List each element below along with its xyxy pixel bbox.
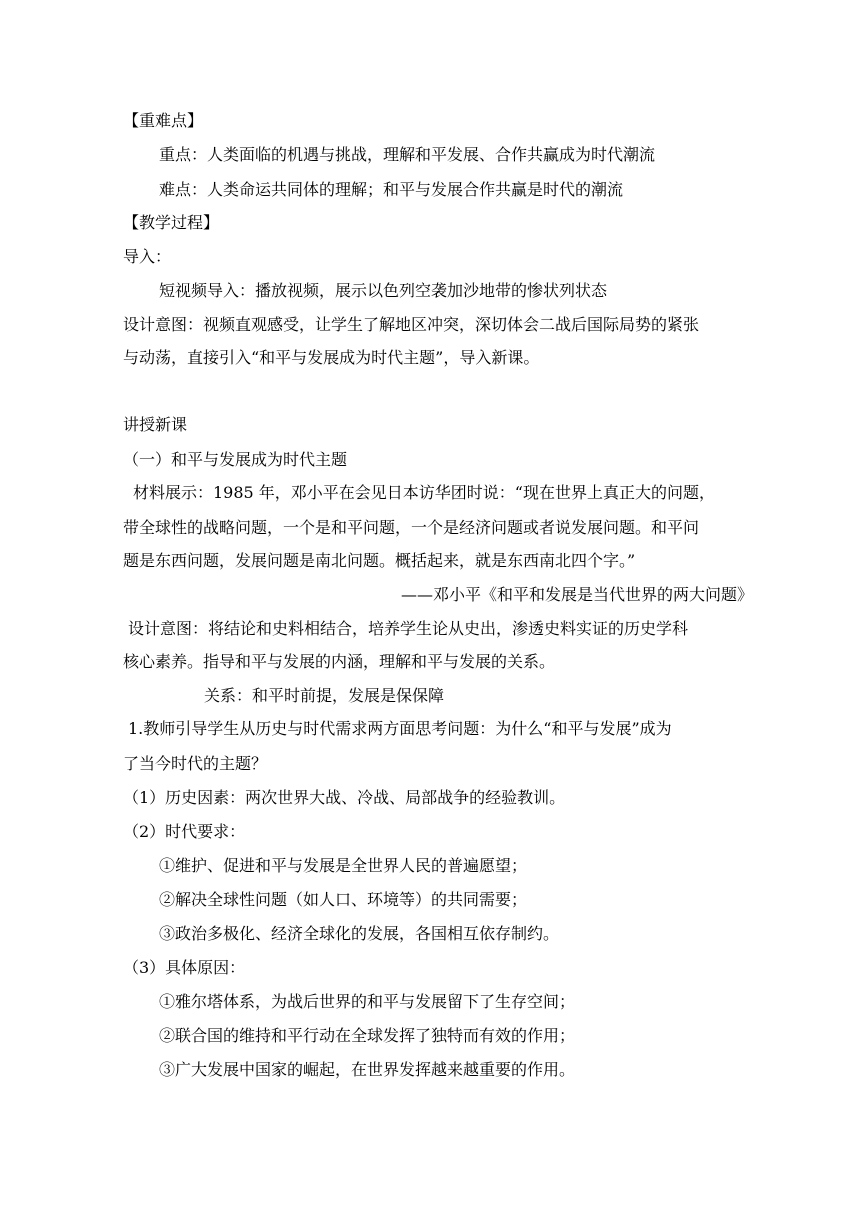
design-intent-line: 与动荡，直接引入“和平与发展成为时代主题”，导入新课。	[123, 348, 540, 367]
list-item: ①雅尔塔体系，为战后世界的和平与发展留下了生存空间；	[159, 992, 576, 1011]
question-line: 1.教师引导学生从历史与时代需求两方面思考问题：为什么“和平与发展”成为	[128, 719, 672, 738]
intro-text: 短视频导入：播放视频，展示以色列空袭加沙地带的惨状列状态	[159, 281, 608, 300]
specific-reasons-label: （3）具体原因：	[123, 958, 246, 977]
relation-text: 关系：和平时前提，发展是保保障	[204, 686, 445, 705]
intro-label: 导入：	[123, 247, 172, 266]
list-item: ②联合国的维持和平行动在全球发挥了独特而有效的作用；	[159, 1026, 576, 1045]
question-line: 了当今时代的主题？	[123, 754, 268, 773]
key-point-text: 重点：人类面临的机遇与挑战，理解和平发展、合作共赢成为时代潮流	[159, 145, 656, 164]
design-intent-line: 核心素养。指导和平与发展的内涵，理解和平与发展的关系。	[123, 652, 556, 671]
list-item: ③政治多极化、经济全球化的发展，各国相互依存制约。	[159, 924, 560, 943]
material-line: 材料展示：1985 年，邓小平在会见日本访华团时说：“现在世界上真正大的问题，	[133, 483, 715, 502]
list-item: ②解决全球性问题（如人口、环境等）的共同需要；	[159, 890, 528, 909]
list-item: ③广大发展中国家的崛起，在世界发挥越来越重要的作用。	[159, 1060, 576, 1079]
new-lesson-heading: 讲授新课	[123, 415, 188, 434]
key-points-heading: 【重难点】	[123, 111, 204, 130]
difficult-point-text: 难点：人类命运共同体的理解；和平与发展合作共赢是时代的潮流	[159, 180, 624, 199]
history-factor: （1）历史因素：两次世界大战、冷战、局部战争的经验教训。	[123, 788, 566, 807]
material-line: 题是东西问题，发展问题是南北问题。概括起来，就是东西南北四个字。”	[123, 551, 636, 570]
era-requirement-label: （2）时代要求：	[123, 822, 246, 841]
material-attribution: ——邓小平《和平和发展是当代世界的两大问题》	[400, 585, 753, 604]
section-title: （一）和平与发展成为时代主题	[123, 450, 348, 469]
list-item: ①维护、促进和平与发展是全世界人民的普遍愿望；	[159, 856, 528, 875]
material-line: 带全球性的战略问题，一个是和平问题，一个是经济问题或者说发展问题。和平问	[123, 518, 700, 537]
design-intent-line: 设计意图：将结论和史料相结合，培养学生论从史出，渗透史料实证的历史学科	[128, 619, 689, 638]
teaching-process-heading: 【教学过程】	[123, 213, 220, 232]
design-intent-line: 设计意图：视频直观感受，让学生了解地区冲突，深切体会二战后国际局势的紧张	[123, 315, 700, 334]
